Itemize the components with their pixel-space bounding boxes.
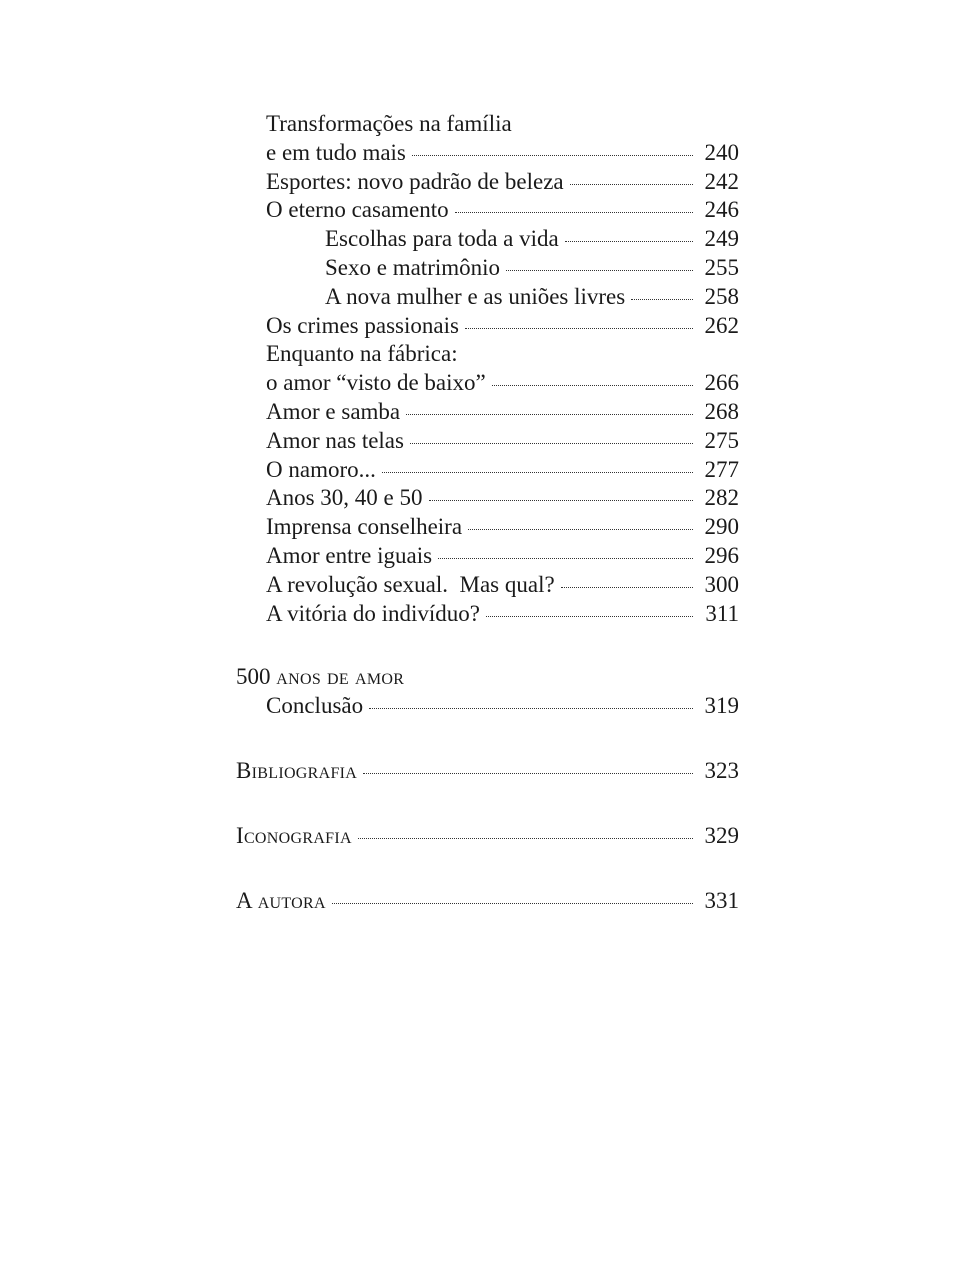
toc-entry-conclusion[interactable]	[236, 692, 739, 721]
dot-leader	[412, 155, 693, 156]
page-number: 275	[704, 427, 739, 453]
toc-entry[interactable]	[236, 571, 739, 600]
toc-entry-title: Amor nas telas	[266, 427, 404, 453]
page-number: 268	[704, 398, 739, 424]
dot-leader	[468, 529, 693, 530]
toc-entry[interactable]	[236, 542, 739, 571]
toc-entry-title: o amor “visto de baixo”	[266, 370, 486, 396]
page-number: 329	[704, 822, 739, 848]
dot-leader	[565, 241, 693, 242]
toc-entry-iconography[interactable]	[236, 822, 739, 851]
toc-heading	[236, 340, 739, 369]
toc-entry-title: O eterno casamento	[266, 197, 449, 223]
toc-subentry[interactable]	[236, 254, 739, 283]
toc-entry-title: Os crimes passionais	[266, 312, 459, 338]
dot-leader	[332, 903, 693, 904]
page-number: 249	[704, 226, 739, 252]
page-number: 290	[704, 514, 739, 540]
dot-leader	[410, 443, 693, 444]
part-title: anos de amor	[276, 664, 405, 690]
page-number: 331	[704, 887, 739, 913]
toc-entry-title: O namoro...	[266, 456, 376, 482]
dot-leader	[486, 616, 693, 617]
toc-entry-title: Bibliografia	[236, 757, 358, 783]
part-heading	[236, 663, 739, 692]
dot-leader	[465, 328, 693, 329]
dot-leader	[358, 838, 693, 839]
dot-leader	[561, 587, 693, 588]
dot-leader	[382, 472, 693, 473]
toc-heading	[236, 110, 739, 139]
toc-entry-title: Conclusão	[266, 693, 364, 719]
page-number: 240	[704, 139, 739, 165]
page-number: 266	[704, 370, 739, 396]
toc-entry[interactable]	[236, 312, 739, 341]
toc-entry[interactable]	[236, 139, 739, 168]
dot-leader	[492, 385, 693, 386]
toc-entry[interactable]	[236, 484, 739, 513]
page-number: 319	[704, 693, 739, 719]
dot-leader	[455, 212, 693, 213]
dot-leader	[406, 414, 693, 415]
toc-entry[interactable]	[236, 196, 739, 225]
toc-entry[interactable]	[236, 456, 739, 485]
toc-entry-title: Iconografia	[236, 822, 352, 848]
toc-entry-bibliography[interactable]	[236, 757, 739, 786]
page-number: 282	[704, 485, 739, 511]
toc-entry[interactable]	[236, 513, 739, 542]
page-number: 277	[704, 456, 739, 482]
toc-subentry[interactable]	[236, 225, 739, 254]
toc-entry[interactable]	[236, 168, 739, 197]
page-number: 258	[704, 283, 739, 309]
toc-entry-title: Sexo e matrimônio	[325, 254, 501, 280]
toc-entry-title: A vitória do indivíduo?	[266, 600, 481, 626]
toc-entry[interactable]	[236, 427, 739, 456]
page-number: 311	[705, 600, 739, 626]
toc-entry-author[interactable]	[236, 887, 739, 916]
page-number: 323	[704, 757, 739, 783]
toc-subentry[interactable]	[236, 283, 739, 312]
page-number: 296	[704, 542, 739, 568]
toc-entry-title: Amor e samba	[266, 398, 401, 424]
part-number: 500	[236, 664, 271, 690]
toc-entry-title: Transformações na família	[266, 111, 512, 136]
dot-leader	[429, 500, 693, 501]
toc-entry-title: Imprensa conselheira	[266, 514, 463, 540]
dot-leader	[369, 708, 693, 709]
toc-entry[interactable]	[236, 369, 739, 398]
page-number: 300	[704, 571, 739, 597]
toc-entry-title: A nova mulher e as uniões livres	[325, 283, 626, 309]
toc-entry[interactable]	[236, 600, 739, 629]
dot-leader	[506, 270, 693, 271]
toc-entry-title: Enquanto na fábrica:	[266, 341, 458, 367]
toc-entry-title: Amor entre iguais	[266, 542, 433, 568]
dot-leader	[570, 184, 693, 185]
toc-entry-title: A autora	[236, 887, 326, 913]
table-of-contents	[236, 110, 739, 915]
toc-entry-title: A revolução sexual. Mas qual?	[266, 571, 555, 597]
dot-leader	[438, 558, 693, 559]
page-number: 262	[704, 312, 739, 338]
dot-leader	[631, 299, 693, 300]
toc-entry-title: Escolhas para toda a vida	[325, 226, 559, 252]
page-number: 246	[704, 197, 739, 223]
dot-leader	[363, 773, 693, 774]
page-number: 242	[704, 168, 739, 194]
toc-entry[interactable]	[236, 398, 739, 427]
page-number: 255	[704, 254, 739, 280]
toc-entry-title: e em tudo mais	[266, 139, 406, 165]
toc-entry-title: Anos 30, 40 e 50	[266, 485, 423, 511]
toc-entry-title: Esportes: novo padrão de beleza	[266, 168, 564, 194]
